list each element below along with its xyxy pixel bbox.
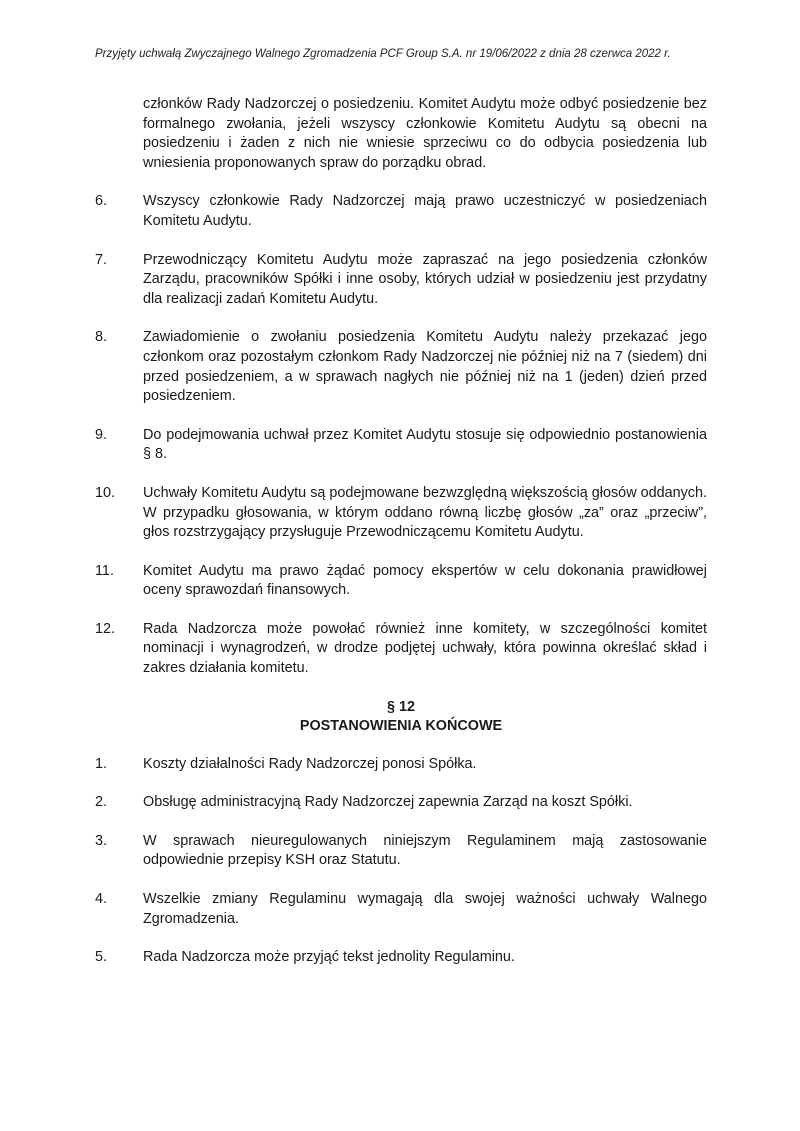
section-number: § 12 [386, 698, 415, 715]
item-number: 3. [95, 832, 108, 849]
item-text: Rada Nadzorcza może przyjąć tekst jednolity Regulaminu. [143, 949, 515, 966]
item-text: Do podejmowania uchwał przez Komitet Audytu stosuje się odpowiednio postanowienia § 8. [143, 426, 707, 463]
item-text: Zawiadomienie o zwołaniu posiedzenia Komitetu Audytu należy przekazać jego członkom oraz pozostałym członkom Rady Nadzorczej nie później niż na 7 (siedem) dni przed posiedzeniem, a w sprawach nagłych nie później niż na 1 (jeden) dzień przed posiedzeniem. [143, 329, 707, 405]
item-number: 5. [95, 949, 108, 966]
list-item [95, 755, 707, 775]
item-number: 11. [95, 562, 114, 579]
item-text: Rada Nadzorcza może powołać również inne komitety, w szczególności komitet nominacji i wynagrodzeń, w drodze podjętej uchwały, która powinna określać skład i zakres działania komitetu. [143, 620, 707, 677]
list-item [95, 251, 707, 310]
item-text: Koszty działalności Rady Nadzorczej ponosi Spółka. [143, 755, 477, 772]
list-item [95, 328, 707, 406]
section-heading [95, 698, 707, 737]
list-item [95, 793, 707, 813]
section-title: POSTANOWIENIA KOŃCOWE [299, 718, 503, 735]
item-number: 7. [95, 251, 108, 268]
item-text: Przewodniczący Komitetu Audytu może zapraszać na jego posiedzenia członków Zarządu, pracowników Spółki i inne osoby, których udział w posiedzeniu jest przydatny dla realizacji zadań Komitetu Audytu. [143, 251, 707, 307]
list-item [95, 620, 707, 679]
item-text: Uchwały Komitetu Audytu są podejmowane bezwzględną większością głosów oddanych. W przypadku głosowania, w którym oddano równą liczbę głosów „za” oraz „przeciw”, głos rozstrzygający przysługuje Przewodniczącemu Komitetu Audytu. [143, 484, 707, 541]
item-text: W sprawach nieuregulowanych niniejszym Regulaminem mają zastosowanie odpowiednie przepisy KSH oraz Statutu. [143, 832, 707, 869]
item-number: 2. [95, 794, 108, 811]
page-header: Przyjęty uchwałą Zwyczajnego Walnego Zgromadzenia PCF Group S.A. nr 19/06/2022 z dnia 28 czerwca 2022 r. [95, 48, 671, 60]
list-item [95, 890, 707, 929]
list-item [95, 832, 707, 871]
item-text: Obsługę administracyjną Rady Nadzorczej zapewnia Zarząd na koszt Spółki. [143, 794, 633, 811]
item-text: Komitet Audytu ma prawo żądać pomocy ekspertów w celu dokonania prawidłowej oceny sprawozdań finansowych. [143, 562, 707, 599]
item-number: 8. [95, 329, 108, 346]
item-number: 4. [95, 891, 108, 908]
list-item [95, 948, 707, 968]
item-number: 1. [95, 755, 108, 772]
document-body [95, 95, 707, 987]
item-number: 10. [95, 484, 116, 501]
item-text: Wszyscy członkowie Rady Nadzorczej mają prawo uczestniczyć w posiedzeniach Komitetu Audytu. [143, 193, 707, 229]
list-item [95, 562, 707, 601]
list-item [95, 484, 707, 543]
continuation-paragraph: członków Rady Nadzorczej o posiedzeniu. Komitet Audytu może odbyć posiedzenie bez formalnego zwołania, jeżeli wszyscy członkowie Komitetu Audytu są obecni na posiedzeniu i żaden z nich nie wniesie sprzeciwu co do odbycia posiedzenia lub wniesienia proponowanych spraw do porządku obrad. [143, 96, 707, 171]
list-item [95, 426, 707, 465]
item-number: 6. [95, 193, 108, 210]
item-text: Wszelkie zmiany Regulaminu wymagają dla swojej ważności uchwały Walnego Zgromadzenia. [143, 891, 707, 927]
list-item [95, 192, 707, 231]
item-number: 12. [95, 620, 116, 637]
item-number: 9. [95, 426, 108, 443]
